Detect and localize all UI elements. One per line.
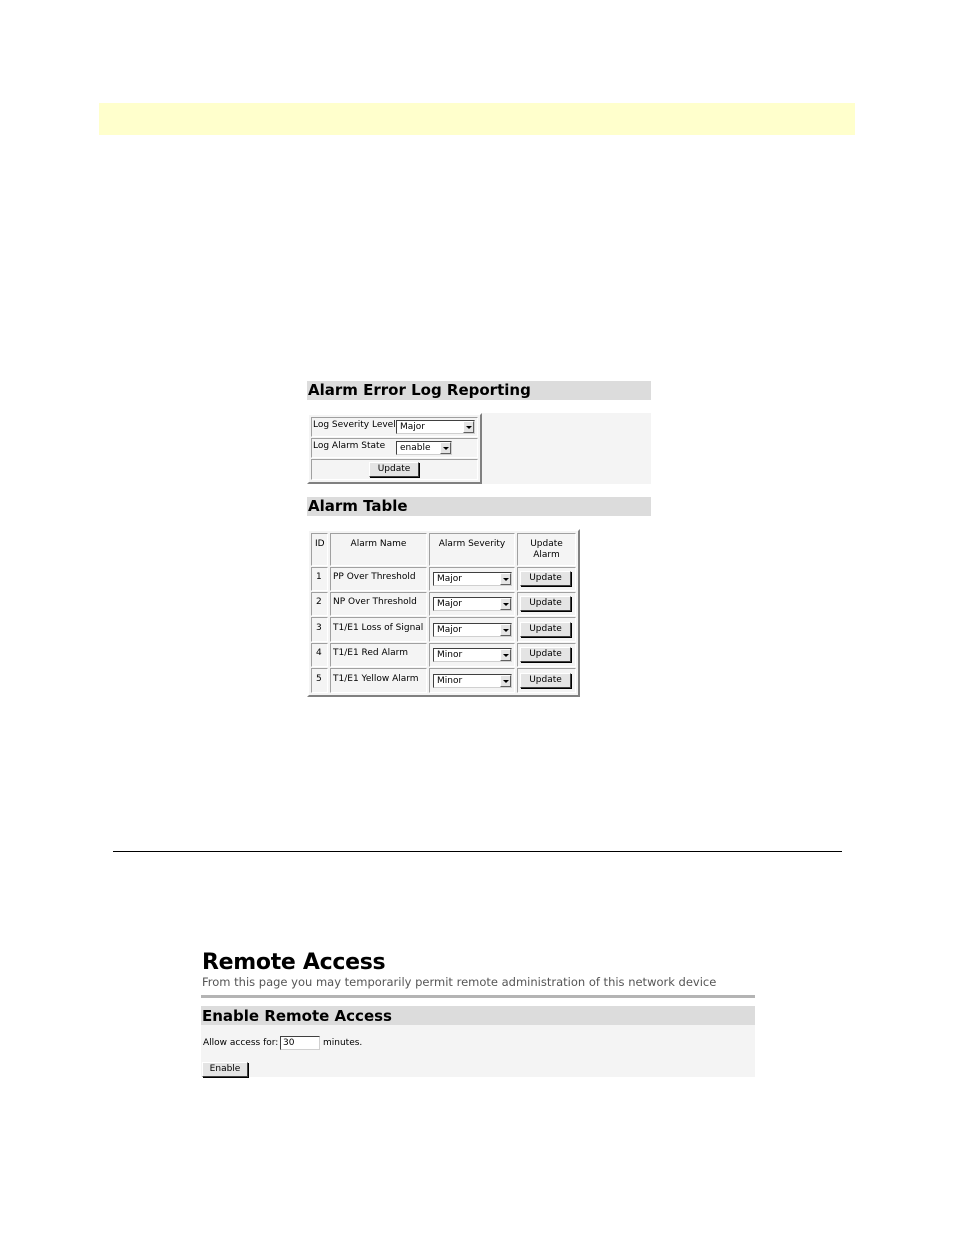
header-cell-name: [330, 533, 427, 566]
update-alarm-button[interactable]: Update: [520, 647, 571, 662]
chevron-down-icon[interactable]: [500, 675, 511, 687]
alarm-name: T1/E1 Red Alarm: [333, 648, 408, 658]
column-header-update-line1: Update: [530, 539, 563, 549]
alarm-id: 5: [316, 674, 322, 684]
chevron-down-icon[interactable]: [463, 421, 474, 433]
column-header-update-line2: Alarm: [533, 550, 560, 560]
minutes-label: minutes.: [323, 1038, 363, 1048]
update-alarm-button[interactable]: Update: [520, 571, 571, 586]
chevron-down-icon[interactable]: [500, 649, 511, 661]
log-alarm-state-label: Log Alarm State: [313, 441, 386, 451]
page-subtitle: From this page you may temporarily permit remote administration of this network device: [202, 975, 717, 989]
alarm-severity-select[interactable]: [433, 623, 512, 637]
column-header-alarm-severity: Alarm Severity: [438, 539, 506, 549]
alarm-severity-value: Major: [437, 574, 462, 584]
enable-button[interactable]: Enable: [202, 1062, 248, 1077]
alarm-table-header: Alarm Table: [307, 497, 651, 516]
alarm-severity-select[interactable]: [433, 597, 512, 611]
chevron-down-icon[interactable]: [440, 442, 451, 454]
update-alarm-button[interactable]: Update: [520, 596, 571, 611]
log-severity-level-label: Log Severity Level: [313, 420, 396, 430]
alarm-severity-value: Major: [437, 599, 462, 609]
alarm-severity-select[interactable]: [433, 674, 512, 688]
log-alarm-state-value: enable: [400, 443, 431, 453]
alarm-name: T1/E1 Yellow Alarm: [333, 674, 419, 684]
log-severity-value: Major: [400, 422, 425, 432]
note-bar: [99, 103, 855, 135]
chevron-down-icon[interactable]: [500, 573, 511, 585]
alarm-id: 2: [316, 597, 322, 607]
alarm-name: PP Over Threshold: [333, 572, 416, 582]
alarm-log-update-button[interactable]: Update: [369, 462, 419, 477]
update-alarm-button[interactable]: Update: [520, 622, 571, 637]
alarm-severity-select[interactable]: [433, 648, 512, 662]
header-cell-severity: [429, 533, 515, 566]
enable-remote-access-header: Enable Remote Access: [201, 1006, 755, 1025]
column-header-id: ID: [315, 539, 325, 549]
section-divider: [113, 851, 842, 852]
column-header-alarm-name: Alarm Name: [350, 539, 407, 549]
alarm-severity-value: Minor: [437, 676, 463, 686]
allow-access-label: Allow access for:: [203, 1038, 279, 1048]
title-rule: [201, 995, 755, 998]
update-alarm-button[interactable]: Update: [520, 673, 571, 688]
log-alarm-state-select[interactable]: [396, 441, 452, 455]
alarm-severity-value: Major: [437, 625, 462, 635]
alarm-log-header: Alarm Error Log Reporting: [307, 381, 651, 400]
alarm-id: 4: [316, 648, 322, 658]
alarm-id: 1: [316, 572, 322, 582]
enable-remote-access-panel: [201, 1025, 755, 1077]
alarm-id: 3: [316, 623, 322, 633]
alarm-severity-value: Minor: [437, 650, 463, 660]
header-cell-id: [311, 533, 328, 566]
alarm-name: T1/E1 Loss of Signal: [333, 623, 424, 633]
alarm-severity-select[interactable]: [433, 572, 512, 586]
chevron-down-icon[interactable]: [500, 598, 511, 610]
page-title: Remote Access: [202, 950, 386, 975]
log-severity-select[interactable]: [396, 420, 475, 434]
minutes-input[interactable]: 30: [280, 1036, 320, 1050]
alarm-name: NP Over Threshold: [333, 597, 417, 607]
chevron-down-icon[interactable]: [500, 624, 511, 636]
